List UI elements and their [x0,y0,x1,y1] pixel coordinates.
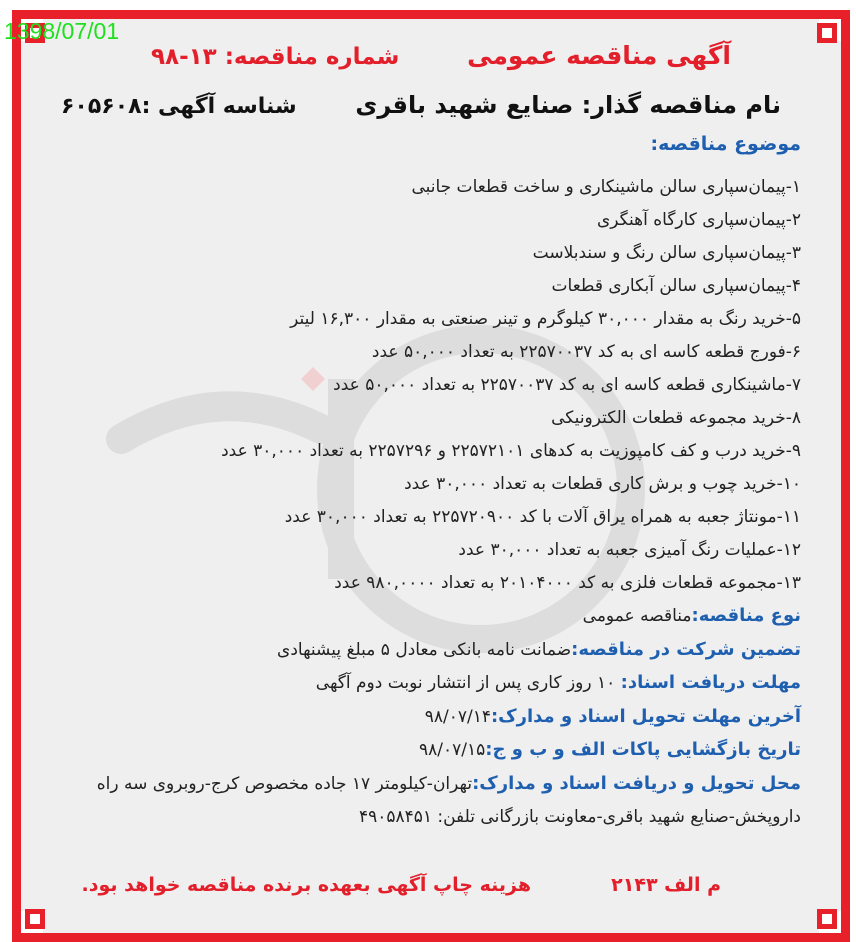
subject-item: ۸-خرید مجموعه قطعات الکترونیکی [551,408,801,428]
subject-item: ۶-فورج قطعه کاسه ای به کد ۲۲۵۷۰۰۳۷ به تعداد ۵۰,۰۰۰ عدد [371,342,801,362]
subject-item: ۵-خرید رنگ به مقدار ۳۰,۰۰۰ کیلوگرم و تینر صنعتی به مقدار ۱۶,۳۰۰ لیتر [290,309,801,329]
organizer-name: نام مناقصه گذار: صنایع شهید باقری [355,91,781,119]
detail-row [425,706,801,727]
subject-item: ۱۰-خرید چوب و برش کاری قطعات به تعداد ۳۰,۰۰۰ عدد [404,474,801,494]
subject-item: ۲-پیمان‌سپاری کارگاه آهنگری [596,210,801,230]
detail-value: تهران-کیلومتر ۱۷ جاده مخصوص کرج-روبروی سه راه [96,773,473,794]
footer-note: هزینه چاپ آگهی بعهده برنده مناقصه خواهد بود. [81,874,531,896]
address-line-2: داروپخش-صنایع شهید باقری-معاونت بازرگانی تلفن: ۴۹۰۵۸۴۵۱ [358,807,801,827]
detail-row [583,605,801,626]
detail-label: مهلت دریافت اسناد: [620,672,801,693]
ad-code: م الف ۲۱۴۳ [611,874,721,896]
detail-row [277,639,801,660]
detail-label: تضمین شرکت در مناقصه: [571,638,801,660]
subject-item: ۹-خرید درب و کف کامپوزیت به کدهای ۲۲۵۷۲۱۰۱ و ۲۲۵۷۲۹۶ به تعداد ۳۰,۰۰۰ عدد [221,441,801,461]
detail-value: ضمانت نامه بانکی معادل ۵ مبلغ پیشنهادی [277,639,572,660]
detail-value: ۱۰ روز کاری پس از انتشار نوبت دوم آگهی [315,673,621,693]
detail-row [97,773,801,794]
date-stamp: 1398/07/01 [4,18,120,44]
frame-corner [21,911,43,933]
ad-id: شناسه آگهی :۶۰۵۶۰۸ [61,94,297,119]
ad-frame [12,10,850,942]
ad-title: آگهی مناقصه عمومی [467,41,731,70]
subject-item: ۷-ماشینکاری قطعه کاسه ای به کد ۲۲۵۷۰۰۳۷ به تعداد ۵۰,۰۰۰ عدد [333,375,801,395]
frame-corner [819,911,841,933]
detail-label: آخرین مهلت تحویل اسناد و مدارک: [490,705,801,727]
subject-label: موضوع مناقصه: [650,133,801,155]
tender-number: شماره مناقصه: ۱۳-۹۸ [151,44,400,70]
detail-value: ۹۸/۰۷/۱۵ [419,740,486,760]
detail-row [316,672,801,693]
detail-value: مناقصه عمومی [582,606,692,626]
header-row-2 [41,91,801,119]
detail-label: محل تحویل و دریافت اسناد و مدارک: [472,772,801,794]
detail-value: ۹۸/۰۷/۱۴ [424,706,491,727]
detail-label: نوع مناقصه: [691,605,801,626]
subject-item: ۳-پیمان‌سپاری سالن رنگ و سندبلاست [532,243,801,263]
detail-row [419,739,801,760]
detail-label: تاریخ بازگشایی پاکات الف و ب و ج: [485,739,801,760]
subject-item: ۱۳-مجموعه قطعات فلزی به کد ۲۰۱۰۴۰۰۰ به تعداد ۹۸۰,۰۰۰۰ عدد [334,573,801,593]
frame-corner [819,19,841,41]
subject-item: ۱۲-عملیات رنگ آمیزی جعبه به تعداد ۳۰,۰۰۰ عدد [458,540,801,560]
subject-item: ۴-پیمان‌سپاری سالن آبکاری قطعات [551,276,801,296]
subject-item: ۱۱-مونتاژ جعبه به همراه یراق آلات با کد ۲۲۵۷۲۰۹۰۰ به تعداد ۳۰,۰۰۰ عدد [284,507,801,527]
header-row-1 [151,41,801,70]
subject-item: ۱-پیمان‌سپاری سالن ماشینکاری و ساخت قطعات جانبی [411,177,801,197]
